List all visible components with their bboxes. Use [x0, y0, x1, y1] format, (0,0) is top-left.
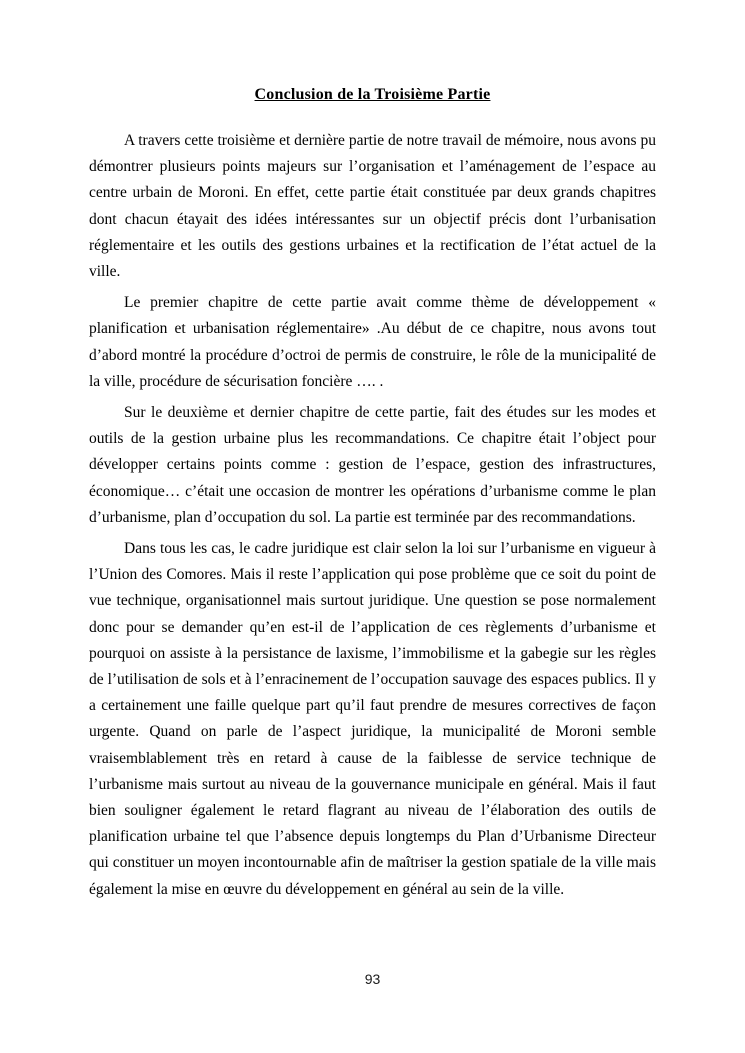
document-body [89, 128, 656, 908]
paragraph-3: Sur le deuxième et dernier chapitre de cette partie, fait des études sur les modes et outils de la gestion urbaine plus les recommandations. Ce chapitre était l’object pour développer certains points comme : gestion de l’espace, gestion des infrastructures, économique… c’était une occasion de montrer les opérations d’urbanisme comme le plan d’urbanisme, plan d’occupation du sol. La partie est terminée par des recommandations. [89, 404, 656, 526]
page-title: Conclusion de la Troisième Partie [254, 86, 491, 103]
paragraph-1: A travers cette troisième et dernière partie de notre travail de mémoire, nous avons pu démontrer plusieurs points majeurs sur l’organisation et l’aménagement de l’espace au centre urbain de Moroni. En effet, cette partie était constituée par deux grands chapitres dont chacun étayait des idées intéressantes sur un objectif précis dont l’urbanisation réglementaire et les outils des gestions urbaines et la rectification de l’état actuel de la ville. [89, 132, 656, 281]
page-number: 93 [364, 971, 381, 987]
paragraph-2: Le premier chapitre de cette partie avait comme thème de développement « planification et urbanisation réglementaire» .Au début de ce chapitre, nous avons tout d’abord montré la procédure d’octroi de permis de construire, le rôle de la municipalité de la ville, procédure de sécurisation foncière …. . [89, 294, 656, 390]
paragraph-4: Dans tous les cas, le cadre juridique est clair selon la loi sur l’urbanisme en vigueur à l’Union des Comores. Mais il reste l’application qui pose problème que ce soit du point de vue technique, organisationnel mais surtout juridique. Une question se pose normalement donc pour se demander qu’en est-il de l’application de ces règlements d’urbanisme et pourquoi on assiste à la persistance de laxisme, l’immobilisme et la gabegie sur les règles de l’utilisation de sols et à l’enracinement de l’occupation sauvage des espaces publics. Il y a certainement une faille quelque part qu’il faut prendre de mesures correctives de façon urgente. Quand on parle de l’aspect juridique, la municipalité de Moroni semble vraisemblablement très en retard à cause de la faiblesse de service technique de l’urbanisme mais surtout au niveau de la gouvernance municipale en général. Mais il faut bien souligner également le retard flagrant au niveau de l’élaboration des outils de planification urbaine tel que l’absence depuis longtemps du Plan d’Urbanisme Directeur qui constituer un moyen incontournable afin de maîtriser la gestion spatiale de la ville mais également la mise en œuvre du développement en général au sein de la ville. [89, 540, 656, 898]
